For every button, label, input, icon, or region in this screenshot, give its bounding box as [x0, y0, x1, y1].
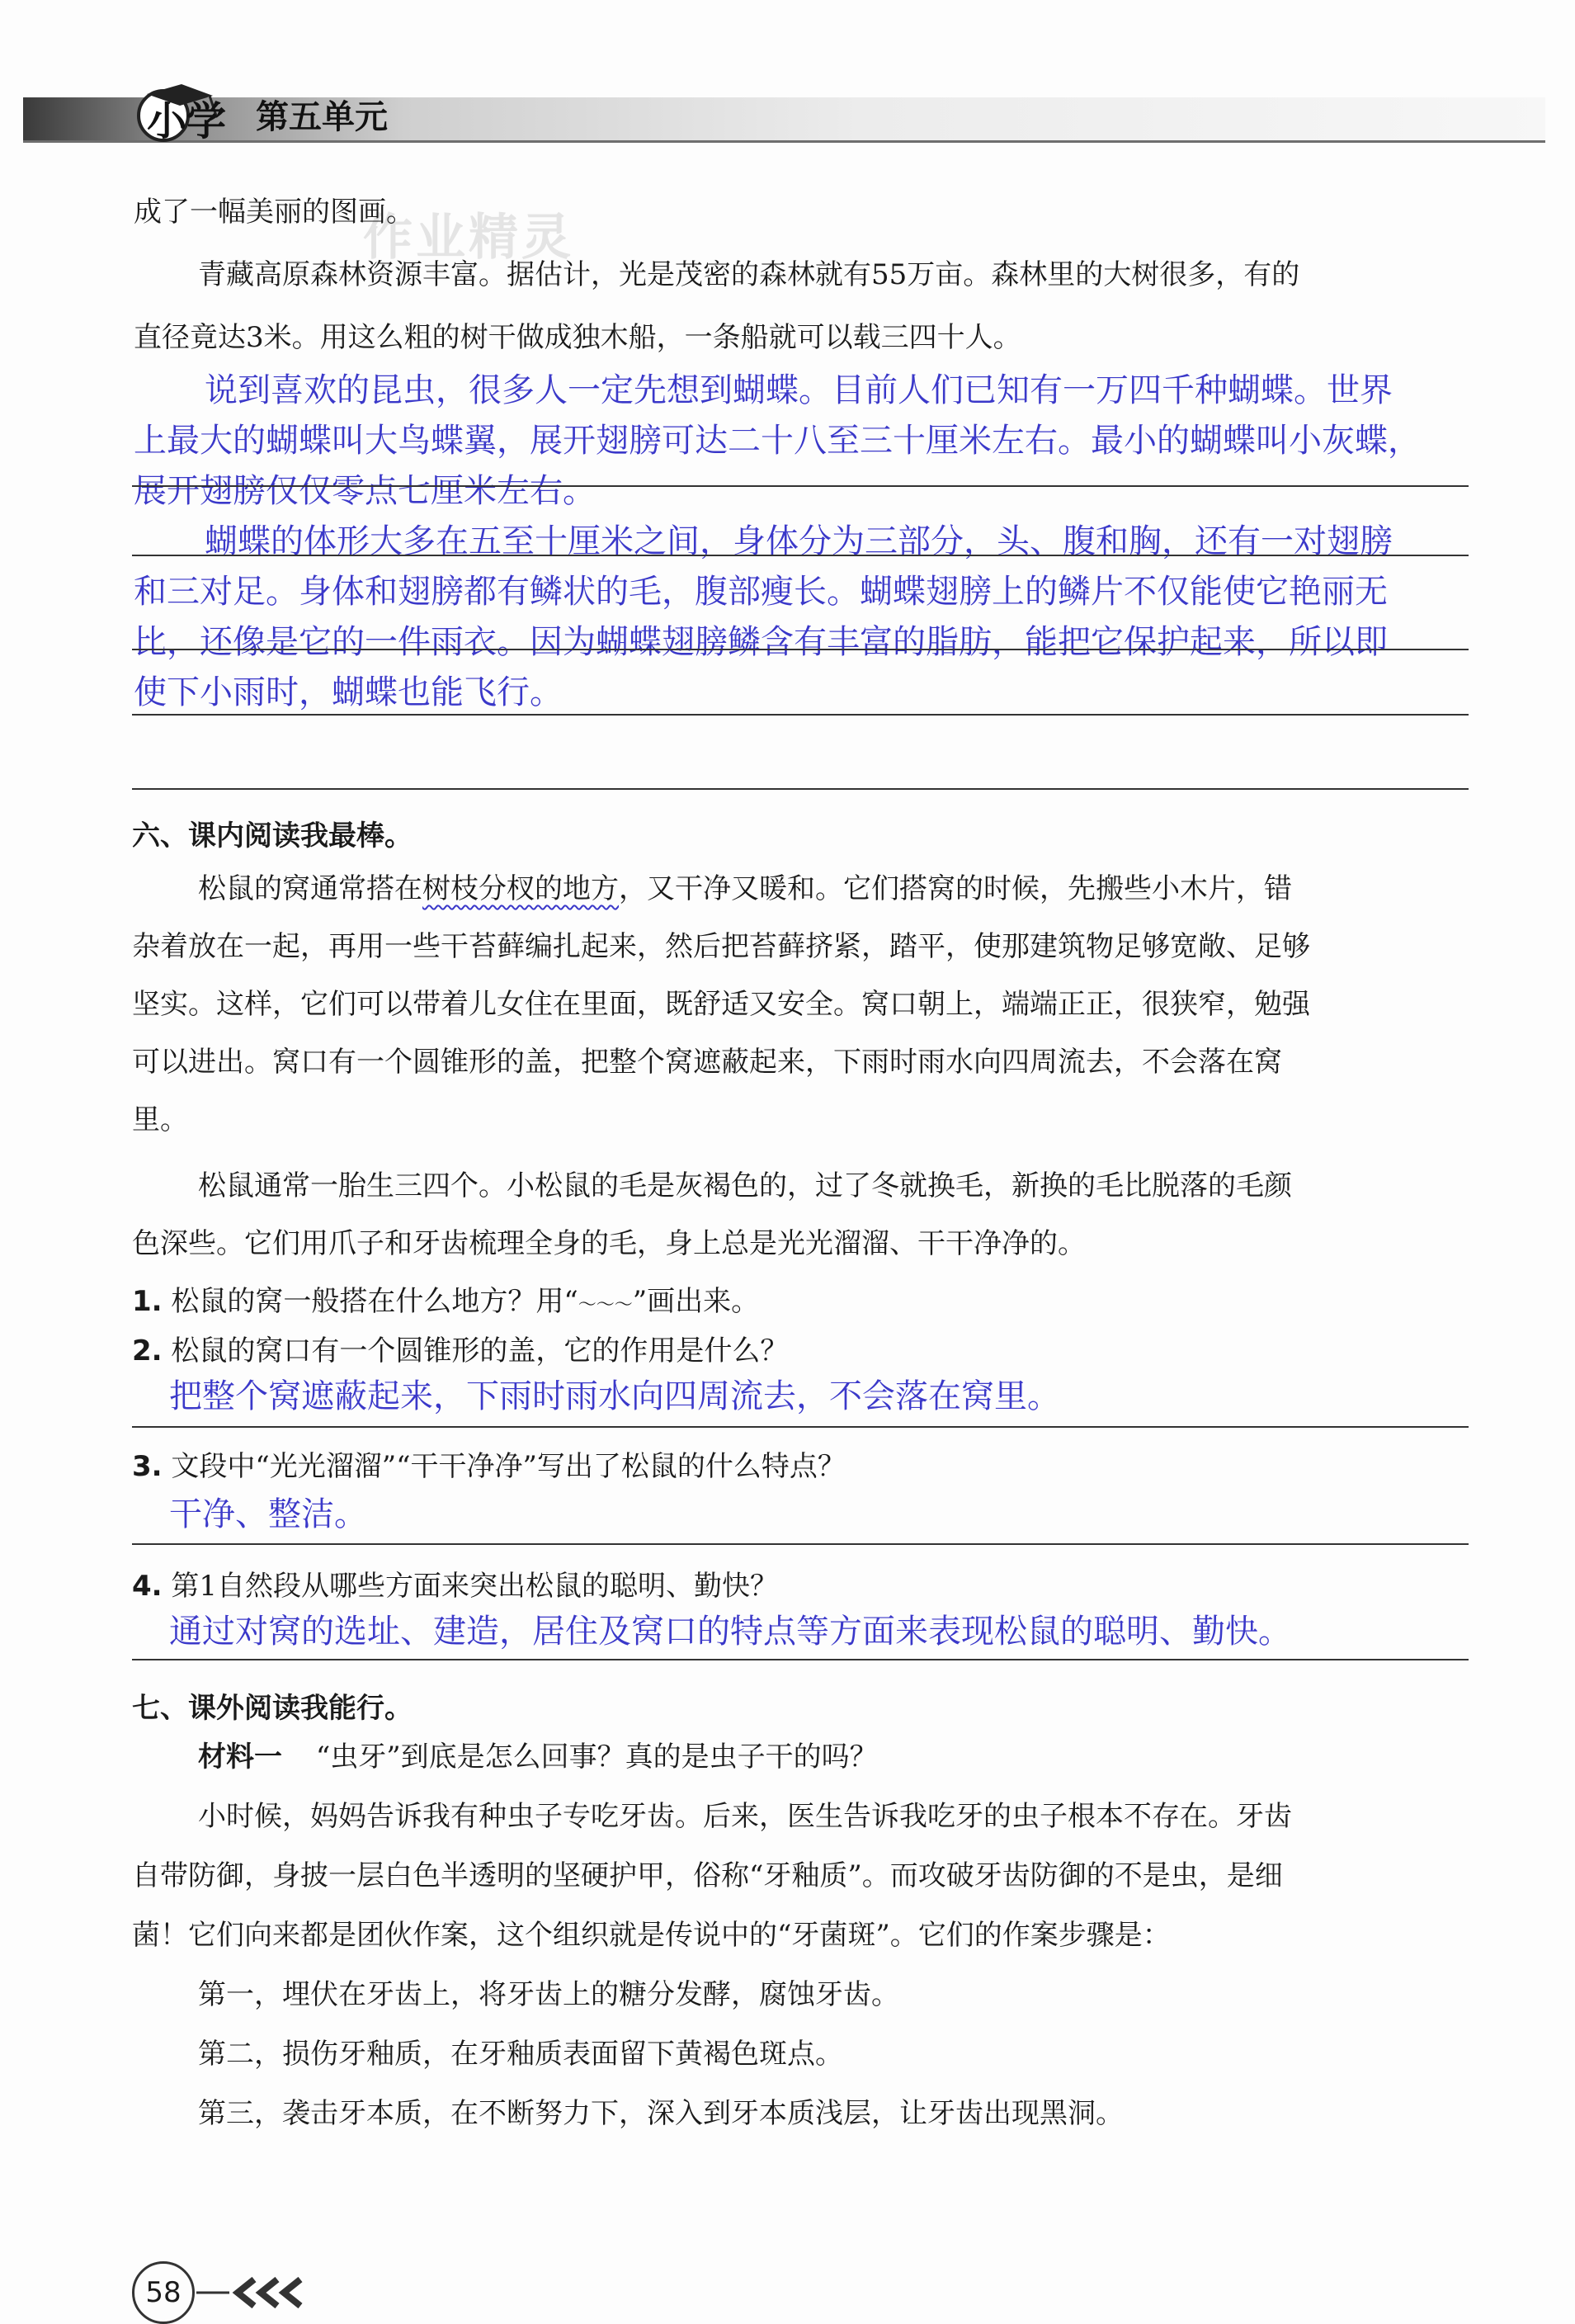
handwriting-line: 和三对足。身体和翅膀都有鳞状的毛，腹部瘦长。蝴蝶翅膀上的鳞片不仅能使它艳丽无 [134, 573, 1388, 611]
wavy-underlined-text: 树枝分杈的地方 [422, 872, 619, 905]
handwriting-line: 上最大的蝴蝶叫大鸟蝶翼，展开翅膀可达二十八至三十厘米左右。最小的蝴蝶叫小灰蝶， [134, 422, 1421, 460]
question-number: 3. [132, 1450, 163, 1483]
passage-line: 青藏高原森林资源丰富。据估计，光是茂密的森林就有55万亩。森林里的大树很多，有的 [198, 258, 1300, 291]
answer-2: 把整个窝遮蔽起来，下雨时雨水向四周流去，不会落在窝里。 [169, 1377, 1060, 1415]
paragraph-line: 第三，袭击牙本质，在不断努力下，深入到牙本质浅层，让牙齿出现黑洞。 [198, 2097, 1124, 2130]
answer-rule [132, 788, 1469, 790]
paragraph-line: 菌！它们向来都是团伙作案，这个组织就是传说中的“牙菌斑”。它们的作案步骤是： [132, 1919, 1171, 1952]
paragraph-line: 松鼠通常一胎生三四个。小松鼠的毛是灰褐色的，过了冬就换毛，新换的毛比脱落的毛颜 [198, 1169, 1292, 1202]
logo-text: 小学 [147, 98, 227, 144]
paragraph-line: 色深些。它们用爪子和牙齿梳理全身的毛，身上总是光光溜溜、干干净净的。 [132, 1227, 1086, 1260]
question-text: 第1自然段从哪些方面来突出松鼠的聪明、勤快？ [171, 1570, 779, 1603]
question-text: 松鼠的窝一般搭在什么地方？用“ [171, 1285, 578, 1318]
handwriting-line: 说到喜欢的昆虫，很多人一定先想到蝴蝶。目前人们已知有一万四千种蝴蝶。世界 [205, 371, 1393, 409]
question-1 [132, 1287, 759, 1316]
question-number: 4. [132, 1570, 163, 1603]
text-span: ，又干净又暖和。它们搭窝的时候，先搬些小木片，错 [619, 872, 1292, 905]
material-title-line [198, 1741, 878, 1774]
question-2 [132, 1334, 789, 1367]
paragraph-line: 里。 [132, 1103, 188, 1136]
wavy-mark: ～～～ [578, 1295, 633, 1316]
answer-rule [132, 1543, 1469, 1545]
material-title: “虫牙”到底是怎么回事？真的是虫子干的吗？ [315, 1741, 878, 1774]
answer-rule [132, 485, 1469, 487]
paragraph-line: 可以进出。窝口有一个圆锥形的盖，把整个窝遮蔽起来，下雨时雨水向四周流去，不会落在窝 [132, 1046, 1282, 1079]
section-heading: 六、课内阅读我最棒。 [132, 820, 413, 853]
answer-4: 通过对窝的选址、建造，居住及窝口的特点等方面来表现松鼠的聪明、勤快。 [169, 1613, 1291, 1651]
question-4 [132, 1570, 779, 1603]
answer-rule [132, 1426, 1469, 1428]
paragraph-line: 第二，损伤牙釉质，在牙釉质表面留下黄褐色斑点。 [198, 2038, 843, 2071]
text-span: 松鼠的窝通常搭在 [198, 872, 422, 905]
handwriting-line: 蝴蝶的体形大多在五至十厘米之间，身体分为三部分，头、腹和胸，还有一对翅膀 [205, 522, 1393, 560]
question-text: 文段中“光光溜溜”“干干净净”写出了松鼠的什么特点？ [171, 1450, 846, 1483]
question-number: 1. [132, 1285, 163, 1318]
answer-rule [132, 555, 1469, 556]
paragraph-line: 小时候，妈妈告诉我有种虫子专吃牙齿。后来，医生告诉我吃牙的虫子根本不存在。牙齿 [198, 1800, 1292, 1833]
paragraph-line: 第一，埋伏在牙齿上，将牙齿上的糖分发酵，腐蚀牙齿。 [198, 1978, 899, 2011]
handwriting-line: 比，还像是它的一件雨衣。因为蝴蝶翅膀鳞含有丰富的脂肪，能把它保护起来，所以即 [134, 623, 1388, 661]
paragraph-line: 杂着放在一起，再用一些干苔藓编扎起来，然后把苔藓挤紧，踏平，使那建筑物足够宽敞、足够 [132, 930, 1310, 963]
arrow-decoration-icon [196, 2274, 320, 2311]
answer-rule [132, 714, 1469, 716]
passage-line: 成了一幅美丽的图画。 [134, 196, 414, 229]
paragraph-line: 自带防御，身披一层白色半透明的坚硬护甲，俗称“牙釉质”。而攻破牙齿防御的不是虫，是细 [132, 1859, 1283, 1892]
paragraph-line [198, 872, 1292, 905]
question-number: 2. [132, 1334, 163, 1367]
unit-title: 第五单元 [256, 98, 388, 136]
watermark: 作业精灵 [363, 209, 574, 267]
material-label: 材料一 [198, 1741, 282, 1774]
answer-3: 干净、整洁。 [169, 1495, 367, 1533]
answer-rule [132, 1659, 1469, 1660]
question-3 [132, 1452, 846, 1481]
passage-line: 直径竟达3米。用这么粗的树干做成独木船，一条船就可以载三四十人。 [134, 321, 1021, 354]
answer-rule [132, 649, 1469, 650]
question-text: 松鼠的窝口有一个圆锥形的盖，它的作用是什么？ [171, 1334, 789, 1367]
header-bar [23, 97, 1545, 143]
page-number: 58 [132, 2261, 195, 2324]
handwriting-line: 使下小雨时，蝴蝶也能飞行。 [134, 673, 563, 711]
section-heading: 七、课外阅读我能行。 [132, 1692, 413, 1725]
question-text: ”画出来。 [632, 1285, 760, 1318]
paragraph-line: 坚实。这样，它们可以带着儿女住在里面，既舒适又安全。窝口朝上，端端正正，很狭窄，勉强 [132, 988, 1310, 1021]
handwriting-line: 展开翅膀仅仅零点七厘米左右。 [134, 472, 596, 510]
